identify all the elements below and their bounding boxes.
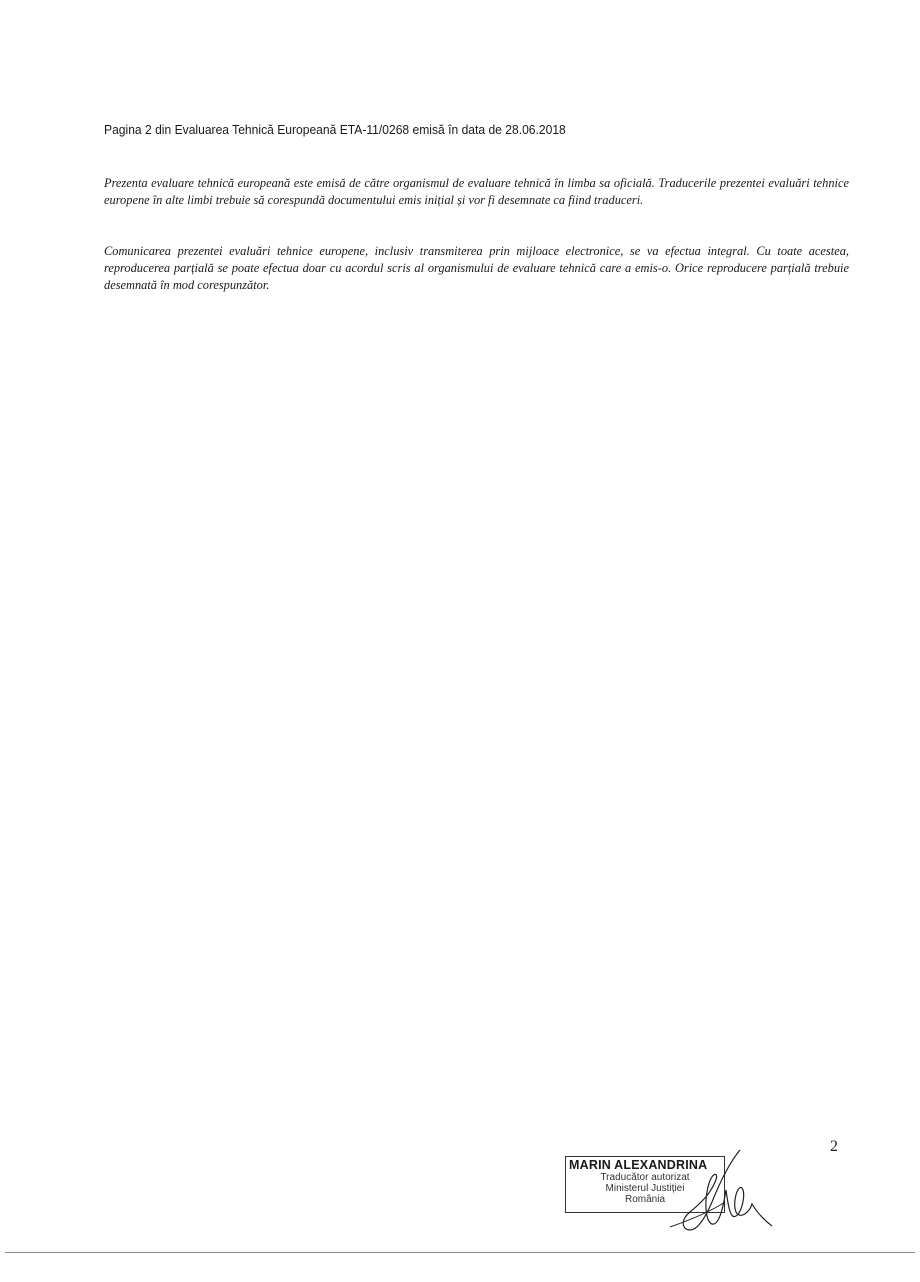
- stamp-name: MARIN ALEXANDRINA: [569, 1158, 708, 1172]
- stamp-line-1: Traducător autorizat: [600, 1172, 690, 1183]
- signature-icon: [640, 1142, 780, 1237]
- stamp-line-3: România: [624, 1194, 666, 1205]
- page-number: 2: [830, 1138, 838, 1155]
- paragraph-reproduction: Comunicarea prezentei evaluări tehnice europene, inclusiv transmiterea prin mijloace electronice, se va efectua integral. Cu toate acestea, reproducerea parțială se poate efectua doar cu acordul scris al organismului de evaluare tehnică care a emis-o. Orice reproducere parțială trebuie desemnată în mod corespunzător.: [104, 244, 849, 292]
- paragraph-official-language: Prezenta evaluare tehnică europeană este emisă de către organismul de evaluare tehnică în limba sa oficială. Traducerile prezentei evaluări tehnice europene în alte limbi trebuie să corespundă documentului emis inițial și vor fi desemnate ca fiind traduceri.: [104, 176, 849, 207]
- page-header: Pagina 2 din Evaluarea Tehnică Europeană ETA-11/0268 emisă în data de 28.06.2018: [104, 122, 566, 137]
- stamp-line-2: Ministerul Justiției: [605, 1183, 685, 1194]
- footer-rule: [5, 1252, 915, 1253]
